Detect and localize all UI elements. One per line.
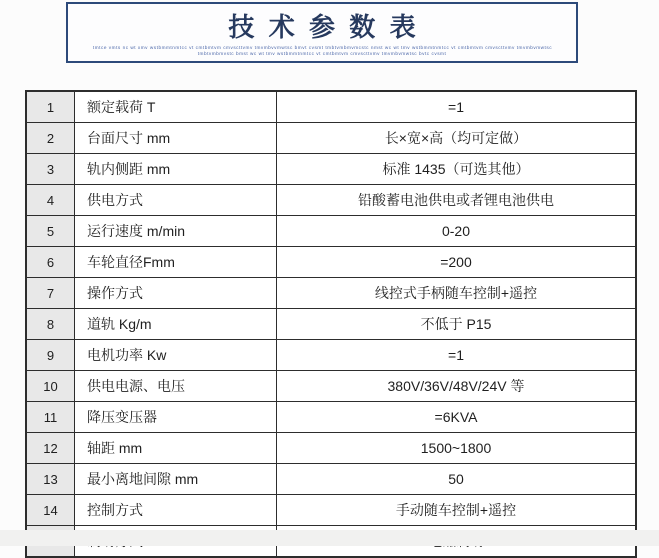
parameter-name-cell: 轴距 mm <box>75 433 277 464</box>
table-row <box>26 402 636 433</box>
parameter-value-cell: 0-20 <box>277 216 637 247</box>
row-number-cell: 9 <box>26 340 75 371</box>
row-number-cell: 12 <box>26 433 75 464</box>
table-row <box>26 123 636 154</box>
parameter-name-cell: 轨内侧距 mm <box>75 154 277 185</box>
row-number-cell: 6 <box>26 247 75 278</box>
illegible-fine-print-line-1: tmtce vmts nc wt xmv wstbmmtnmtcc vt cmtbmtvm cmvscttvmv tmvmbvvmwtsc bmvt cvsmt tmbtvmbmvmcstc nmst wc wt tmv wstbmmtnmtcc vt cmtbmtvm cmvscttvmv tmvmbvmwtsc <box>92 45 552 51</box>
illegible-fine-print-line-2: tmbtvmbmvstc bmst wc wt tmv wstbmmtnmtcc vt cmtbmtvm cmvscttvmv tmvmbvmwtsc bvtc cvsmt <box>197 51 447 57</box>
table-row <box>26 433 636 464</box>
page-bottom-strip <box>0 530 659 546</box>
technical-parameters-header-box <box>66 2 578 63</box>
parameter-value-cell: =1 <box>277 91 637 123</box>
row-number-cell: 1 <box>26 91 75 123</box>
table-row <box>26 278 636 309</box>
parameter-name-cell: 供电方式 <box>75 185 277 216</box>
table-row <box>26 154 636 185</box>
technical-parameters-table <box>25 90 637 558</box>
parameter-name-cell: 供电电源、电压 <box>75 371 277 402</box>
parameter-name-cell: 台面尺寸 mm <box>75 123 277 154</box>
parameter-name-cell: 运行速度 m/min <box>75 216 277 247</box>
row-number-cell: 5 <box>26 216 75 247</box>
parameter-value-cell: =6KVA <box>277 402 637 433</box>
table-row <box>26 309 636 340</box>
row-number-cell: 8 <box>26 309 75 340</box>
parameter-value-cell: 标准 1435（可选其他） <box>277 154 637 185</box>
table-row <box>26 91 636 123</box>
row-number-cell: 10 <box>26 371 75 402</box>
table-row <box>26 216 636 247</box>
parameter-value-cell: 铅酸蓄电池供电或者锂电池供电 <box>277 185 637 216</box>
page-title: 技术参数表 <box>228 13 430 42</box>
row-number-cell: 4 <box>26 185 75 216</box>
parameter-name-cell: 道轨 Kg/m <box>75 309 277 340</box>
parameter-value-cell: 380V/36V/48V/24V 等 <box>277 371 637 402</box>
table-row <box>26 464 636 495</box>
row-number-cell: 11 <box>26 402 75 433</box>
parameter-name-cell: 电机功率 Kw <box>75 340 277 371</box>
table-row <box>26 185 636 216</box>
parameter-name-cell: 最小离地间隙 mm <box>75 464 277 495</box>
parameter-name-cell: 降压变压器 <box>75 402 277 433</box>
parameter-value-cell: =1 <box>277 340 637 371</box>
parameter-value-cell: 长×宽×高（均可定做） <box>277 123 637 154</box>
table-body <box>26 91 636 557</box>
parameter-value-cell: 不低于 P15 <box>277 309 637 340</box>
parameter-value-cell: 手动随车控制+遥控 <box>277 495 637 526</box>
row-number-cell: 2 <box>26 123 75 154</box>
row-number-cell: 7 <box>26 278 75 309</box>
parameter-name-cell: 操作方式 <box>75 278 277 309</box>
row-number-cell: 13 <box>26 464 75 495</box>
parameter-value-cell: 1500~1800 <box>277 433 637 464</box>
table-row <box>26 371 636 402</box>
table-row <box>26 495 636 526</box>
parameter-value-cell: =200 <box>277 247 637 278</box>
row-number-cell: 3 <box>26 154 75 185</box>
fine-print-block <box>68 45 576 61</box>
parameter-value-cell: 50 <box>277 464 637 495</box>
parameter-name-cell: 车轮直径Fmm <box>75 247 277 278</box>
table-row <box>26 340 636 371</box>
table-row <box>26 247 636 278</box>
parameter-value-cell: 线控式手柄随车控制+遥控 <box>277 278 637 309</box>
row-number-cell: 14 <box>26 495 75 526</box>
parameter-name-cell: 控制方式 <box>75 495 277 526</box>
parameter-name-cell: 额定载荷 T <box>75 91 277 123</box>
